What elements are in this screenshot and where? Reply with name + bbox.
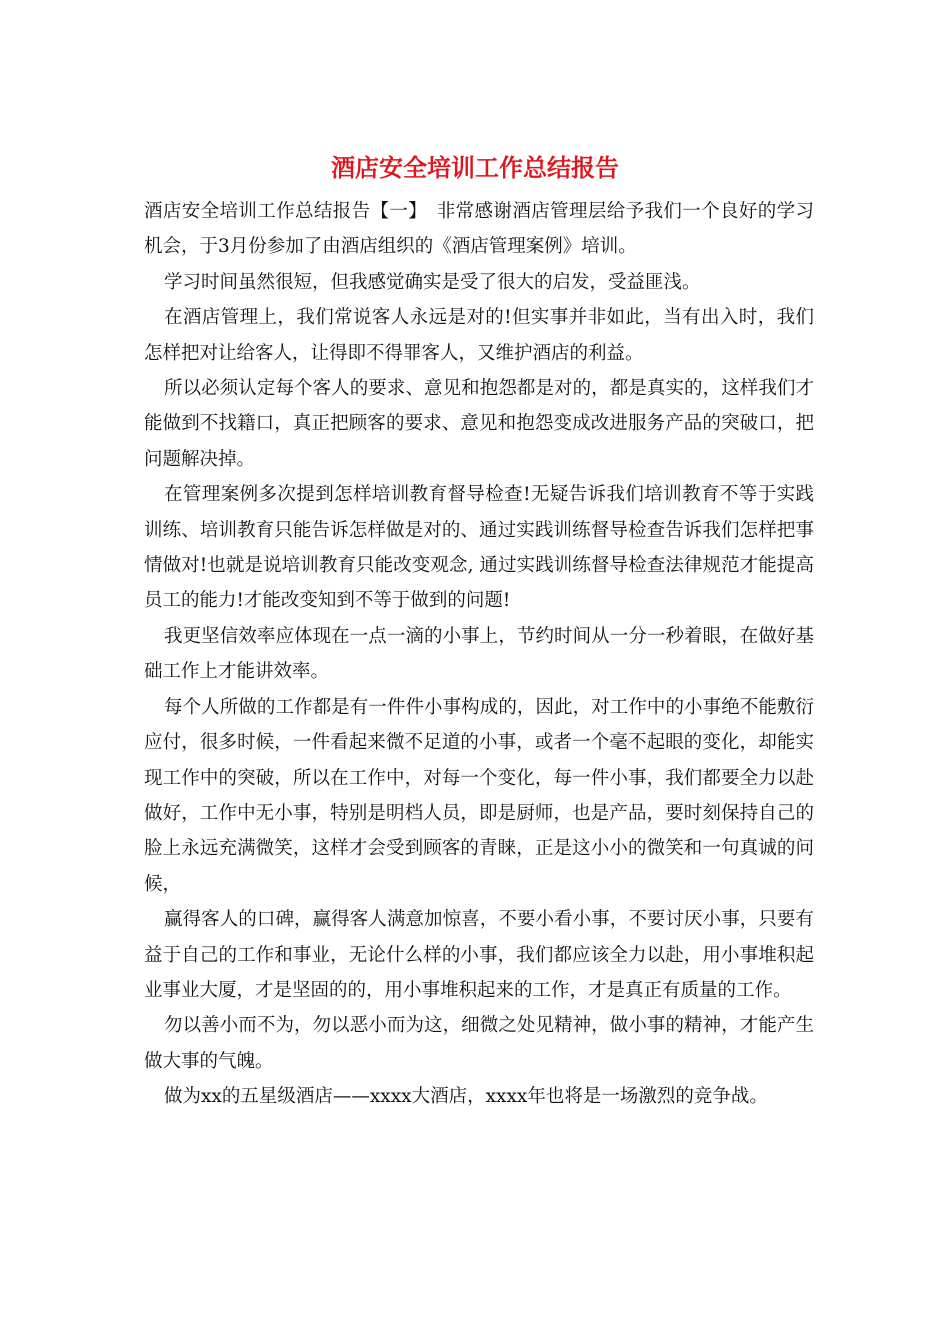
paragraph-10: 做为xx的五星级酒店——xxxx大酒店，xxxx年也将是一场激烈的竞争战。 (164, 1086, 768, 1108)
paragraph-6: 我更坚信效率应体现在一点一滴的小事上，节约时间从一分一秒着眼，在做好基础工作上才能讲效率。 (144, 625, 814, 683)
document-body (144, 194, 814, 1115)
paragraph-8: 赢得客人的口碑，赢得客人满意加惊喜，不要小看小事，不要讨厌小事，只要有益于自己的工作和事业，无论什么样的小事，我们都应该全力以赴，用小事堆积起业事业大厦，才是坚固的的，用小事堆积起来的工作，才是真正有质量的工作。 (144, 909, 814, 1001)
paragraph-7: 每个人所做的工作都是有一件件小事构成的，因此，对工作中的小事绝不能敷衍应付，很多时候，一件看起来微不足道的小事，或者一个毫不起眼的变化，却能实现工作中的突破，所以在工作中，对每一个变化，每一件小事，我们都要全力以赴做好，工作中无小事，特别是明档人员，即是厨师，也是产品，要时刻保持自己的脸上永远充满微笑，这样才会受到顾客的青睐，正是这小小的微笑和一句真诚的问候， (144, 696, 814, 895)
paragraph-5: 在管理案例多次提到怎样培训教育督导检查!无疑告诉我们培训教育不等于实践训练、培训教育只能告诉怎样做是对的、通过实践训练督导检查告诉我们怎样把事情做对!也就是说培训教育只能改变观念, 通过实践训练督导检查法律规范才能提高员工的能力!才能改变知到不等于做到的问题! (144, 484, 814, 612)
paragraph-4: 所以必须认定每个客人的要求、意见和抱怨都是对的，都是真实的，这样我们才能做到不找籍口，真正把顾客的要求、意见和抱怨变成改进服务产品的突破口，把问题解决掉。 (144, 378, 814, 470)
paragraph-3: 在酒店管理上，我们常说客人永远是对的!但实事并非如此，当有出入时，我们怎样把对让给客人，让得即不得罪客人，又维护酒店的利益。 (144, 307, 814, 364)
paragraph-9: 勿以善小而不为，勿以恶小而为这，细微之处见精神，做小事的精神，才能产生做大事的气魄。 (144, 1015, 814, 1072)
document-title: 酒店安全培训工作总结报告 (331, 153, 619, 182)
paragraph-2: 学习时间虽然很短，但我感觉确实是受了很大的启发，受益匪浅。 (164, 271, 701, 293)
paragraph-1: 酒店安全培训工作总结报告【一】 非常感谢酒店管理层给予我们一个良好的学习机会，于3月份参加了由酒店组织的《酒店管理案例》培训。 (144, 201, 814, 258)
